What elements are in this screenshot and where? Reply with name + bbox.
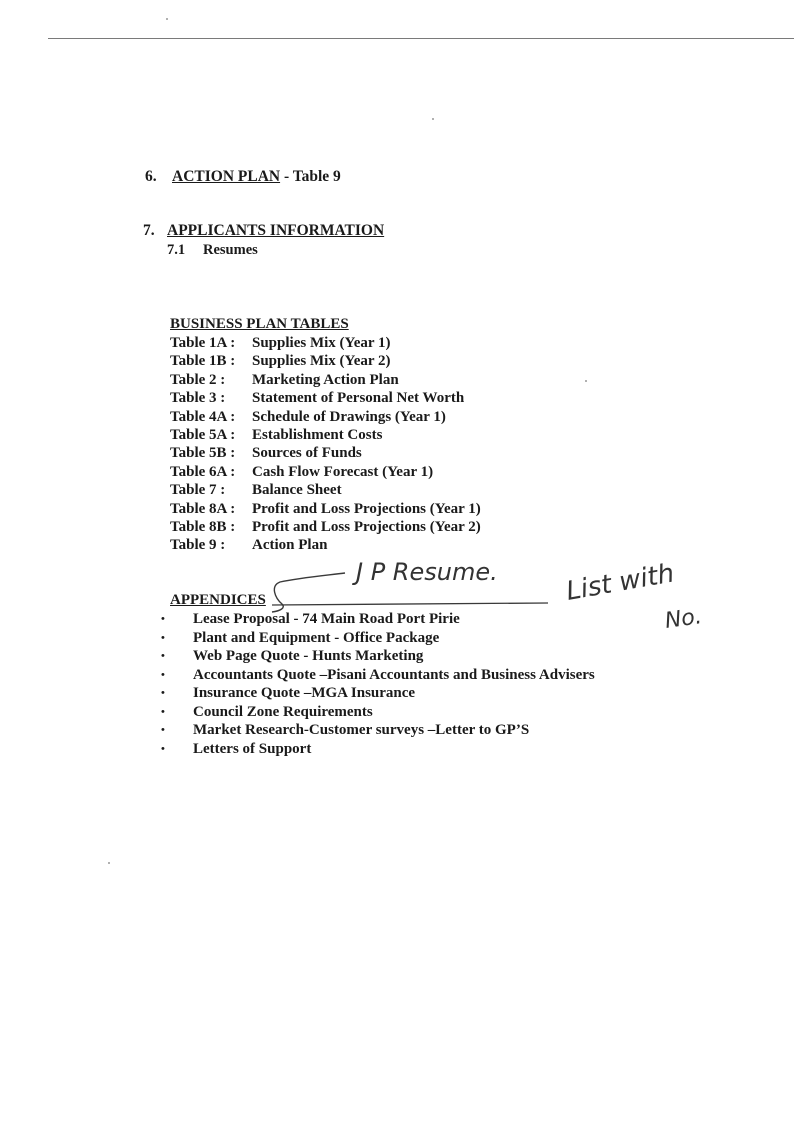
bullet-icon: • [161, 631, 165, 644]
table-title: Marketing Action Plan [252, 371, 399, 388]
scan-speck [166, 18, 168, 20]
business-plan-table-row [170, 408, 481, 426]
bullet-icon: • [161, 724, 165, 736]
business-plan-tables-heading: BUSINESS PLAN TABLES [170, 316, 349, 332]
appendices-heading: APPENDICES [170, 592, 266, 608]
business-plan-table-row [170, 371, 481, 389]
table-code: Table 3 : [170, 390, 226, 407]
bullet-icon: • [161, 705, 165, 718]
section-suffix: - Table 9 [280, 168, 341, 185]
handwritten-note-no: No. [663, 604, 704, 634]
table-title: Cash Flow Forecast (Year 1) [252, 463, 434, 480]
table-title: Sources of Funds [252, 445, 362, 462]
appendix-item [161, 684, 595, 703]
top-rule [48, 38, 794, 39]
business-plan-table-row [170, 536, 481, 554]
business-plan-table-row [170, 518, 481, 536]
business-plan-tables-list [170, 334, 481, 555]
business-plan-table-row [170, 444, 481, 462]
table-title: Profit and Loss Projections (Year 1) [252, 500, 481, 517]
table-code: Table 1A : [170, 335, 236, 351]
table-code: Table 5A : [170, 426, 236, 443]
handwritten-note-list-with: List with [564, 558, 677, 607]
table-code: Table 7 : [170, 482, 226, 499]
appendix-item [161, 721, 595, 740]
scan-speck [585, 380, 587, 382]
table-code: Table 1B : [170, 353, 236, 370]
business-plan-table-row [170, 481, 481, 499]
appendix-item-text: Insurance Quote –MGA Insurance [193, 685, 416, 701]
appendix-item-text: Accountants Quote –Pisani Accountants and Business Advisers [193, 666, 595, 683]
table-title: Establishment Costs [252, 426, 383, 443]
section-title: APPLICANTS INFORMATION [167, 222, 385, 239]
business-plan-table-row [170, 352, 481, 370]
table-code: Table 2 : [170, 371, 226, 388]
appendix-item-text: Web Page Quote - Hunts Marketing [193, 648, 424, 664]
table-code: Table 8A : [170, 500, 236, 517]
table-code: Table 8B : [170, 518, 236, 535]
appendices-list [161, 610, 595, 758]
handwritten-bracket-stroke [272, 573, 345, 612]
table-code: Table 6A : [170, 463, 236, 480]
table-title: Balance Sheet [252, 482, 342, 499]
section-number: 7. [143, 222, 155, 239]
business-plan-table-row [170, 389, 481, 407]
appendix-item [161, 703, 595, 722]
section-7-heading [143, 222, 384, 240]
table-title: Schedule of Drawings (Year 1) [252, 408, 446, 425]
table-title: Statement of Personal Net Worth [252, 390, 465, 407]
bullet-icon: • [161, 668, 165, 681]
table-title: Supplies Mix (Year 1) [252, 335, 391, 351]
appendix-item-text: Lease Proposal - 74 Main Road Port Pirie [193, 611, 460, 627]
business-plan-table-row [170, 500, 481, 518]
table-title: Supplies Mix (Year 2) [252, 353, 391, 370]
table-code: Table 4A : [170, 408, 236, 425]
subsection-number: 7.1 [167, 242, 186, 258]
table-code: Table 5B : [170, 445, 236, 462]
business-plan-table-row [170, 334, 481, 352]
subsection-title: Resumes [203, 242, 258, 258]
business-plan-table-row [170, 463, 481, 481]
bullet-icon: • [161, 687, 165, 699]
scan-speck [108, 862, 110, 864]
section-6-heading [145, 168, 341, 186]
appendix-item-text: Market Research-Customer surveys –Letter to GP’S [193, 722, 530, 738]
table-code: Table 9 : [170, 537, 226, 554]
appendix-item [161, 629, 595, 648]
appendix-item [161, 647, 595, 666]
appendix-item-text: Council Zone Requirements [193, 703, 373, 720]
business-plan-table-row [170, 426, 481, 444]
bullet-icon: • [161, 742, 165, 755]
appendix-item [161, 610, 595, 629]
appendix-item-text: Letters of Support [193, 740, 312, 757]
scan-speck [432, 118, 434, 120]
section-number: 6. [145, 168, 157, 185]
appendix-item [161, 666, 595, 685]
section-title: ACTION PLAN [172, 168, 281, 185]
handwritten-underline-stroke [272, 603, 548, 605]
table-title: Profit and Loss Projections (Year 2) [252, 518, 481, 535]
handwritten-note-jp-resume: J P Resume. [356, 558, 498, 586]
appendix-item-text: Plant and Equipment - Office Package [193, 629, 440, 646]
bullet-icon: • [161, 613, 165, 625]
appendix-item [161, 740, 595, 759]
table-title: Action Plan [252, 537, 328, 554]
bullet-icon: • [161, 650, 165, 662]
subsection-7-1 [167, 242, 258, 259]
